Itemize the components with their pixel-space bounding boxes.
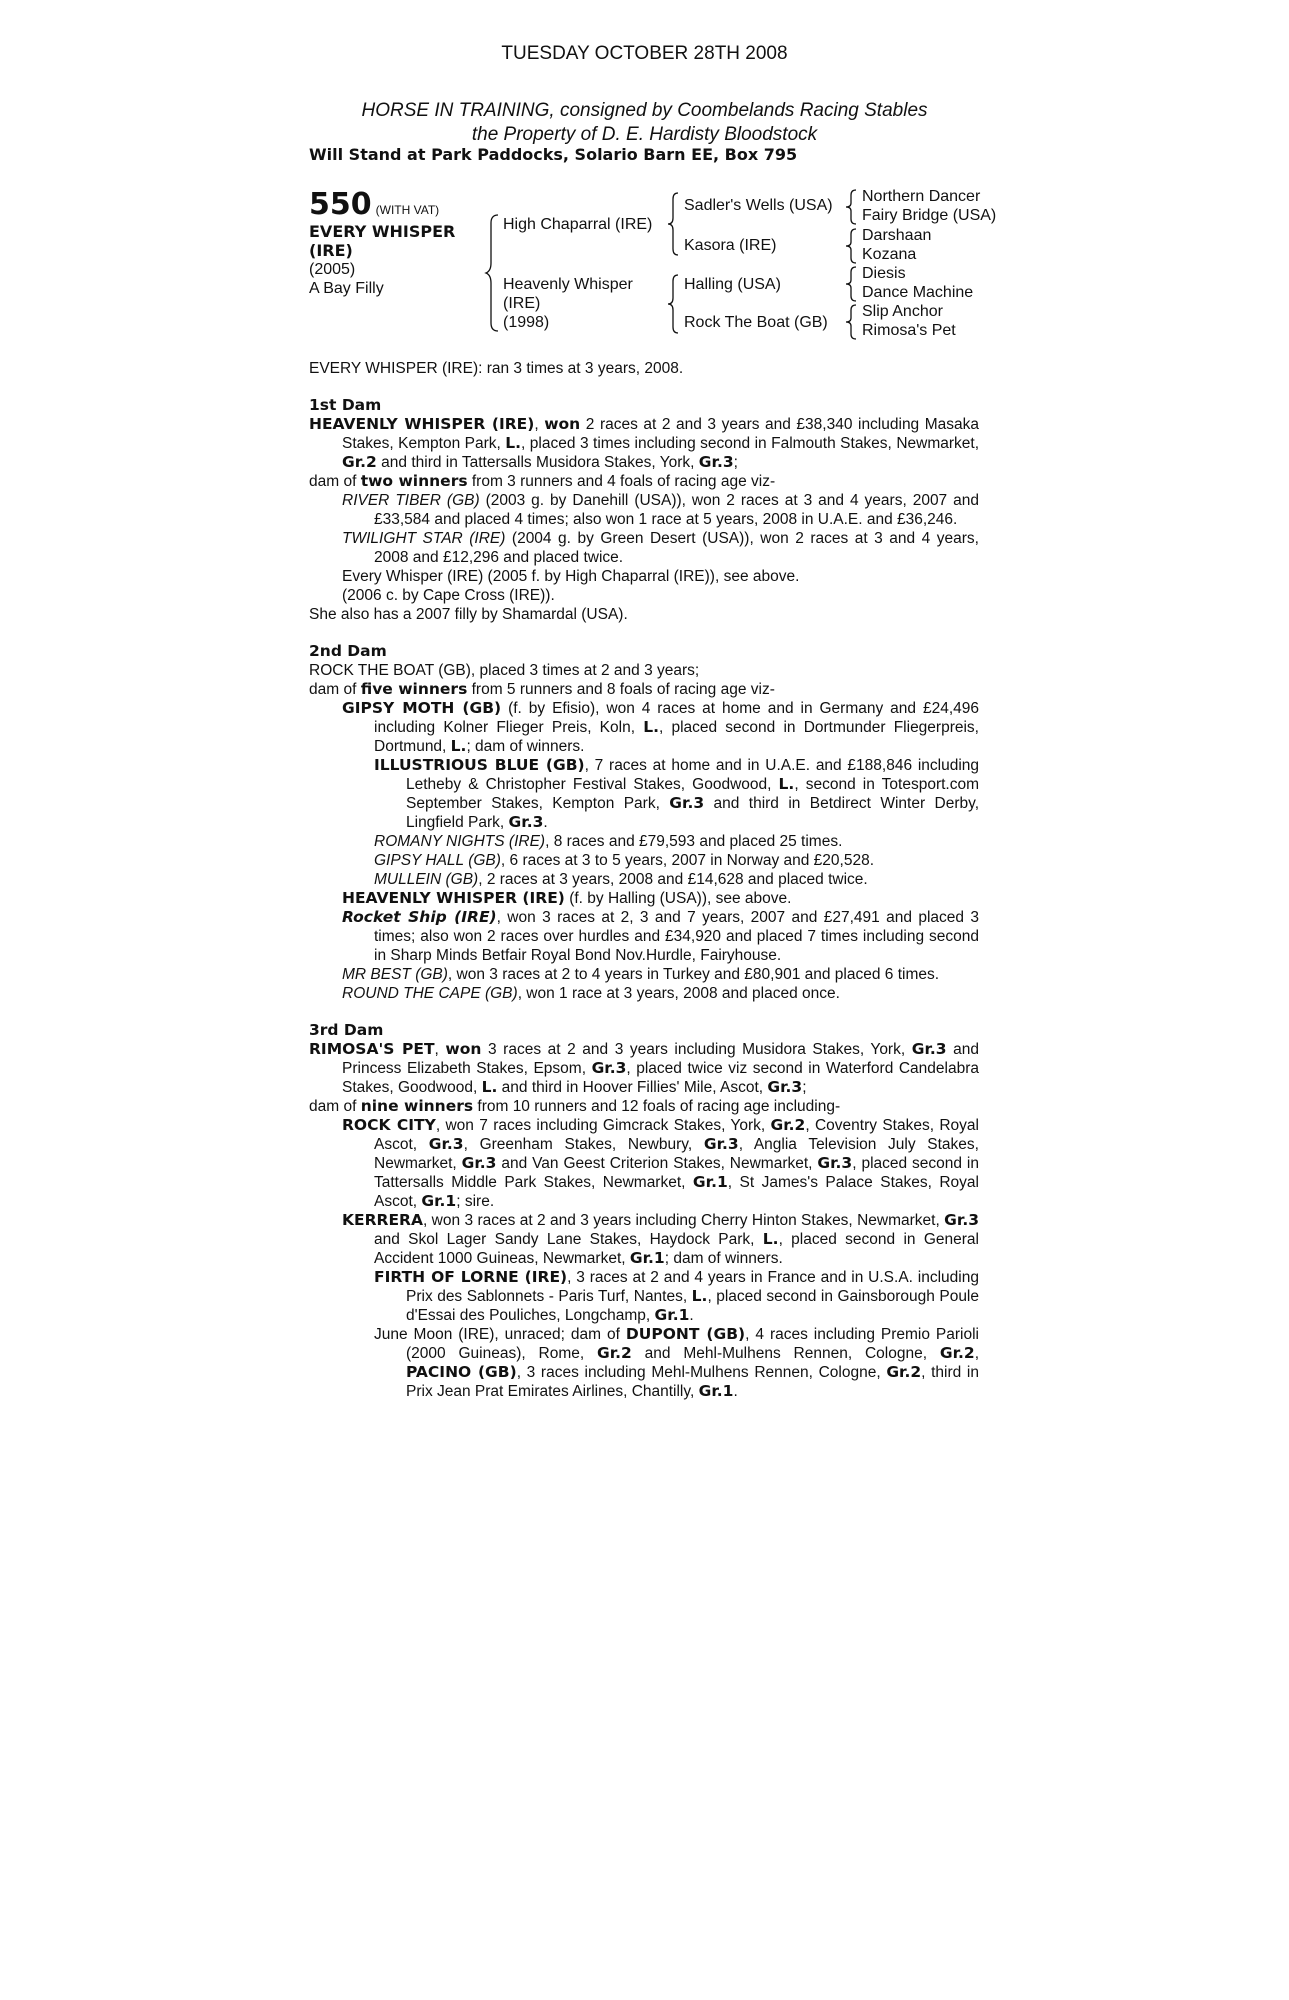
pedigree-ddd: Rimosa's Pet [862, 322, 956, 339]
first-dam-also: She also has a 2007 filly by Shamardal (USA). [309, 606, 628, 623]
produce-twilight-star: TWILIGHT STAR (IRE) (2004 g. by Green Desert (USA)), won 2 races at 3 and 4 years, 2008 and £12,296 and placed twice. [342, 530, 979, 566]
produce-kerrera: KERRERA, won 3 races at 2 and 3 years including Cherry Hinton Stakes, Newmarket, Gr.3 and Skol Lager Sandy Lane Stakes, Haydock Park, L., placed second in General Accident 1000 Guineas, Newmarket, Gr.1; dam of winners. [342, 1211, 979, 1267]
pedigree-brace-2b [668, 273, 680, 335]
race-summary: EVERY WHISPER (IRE): ran 3 times at 3 years, 2008. [309, 360, 684, 377]
horse-name: EVERY WHISPER [309, 222, 456, 241]
produce-firth-of-lorne: FIRTH OF LORNE (IRE), 3 races at 2 and 4 years in France and in U.S.A. including Prix des Sablonnets - Paris Turf, Nantes, L., placed second in Gainsborough Poule d'Essai des Pouliches, Longchamp, Gr.1. [374, 1268, 979, 1324]
pedigree-brace-2a [668, 191, 680, 257]
property-line: the Property of D. E. Hardisty Bloodstock [471, 124, 818, 145]
produce-2006-colt: (2006 c. by Cape Cross (IRE)). [342, 587, 555, 604]
horse-origin: (IRE) [309, 241, 353, 260]
third-dam-heading: 3rd Dam [309, 1021, 384, 1039]
pedigree-brace-3a [846, 188, 858, 226]
produce-mullein: MULLEIN (GB), 2 races at 3 years, 2008 and £14,628 and placed twice. [374, 871, 868, 888]
produce-round-the-cape: ROUND THE CAPE (GB), won 1 race at 3 years, 2008 and placed once. [342, 985, 840, 1002]
pedigree-dam-dam: Rock The Boat (GB) [684, 314, 828, 331]
first-dam-record: HEAVENLY WHISPER (IRE), won 2 races at 2 and 3 years and £38,340 including Masaka Stakes, Kempton Park, L., placed 3 times including second in Falmouth Stakes, Newmarket, Gr.2 and third in Tattersalls Musidora Stakes, York, Gr.3; [309, 415, 980, 471]
third-dam-produce-summary: dam of nine winners from 10 runners and 12 foals of racing age including- [309, 1097, 841, 1115]
produce-gipsy-hall: GIPSY HALL (GB), 6 races at 3 to 5 years, 2007 in Norway and £20,528. [374, 852, 875, 869]
second-dam-heading: 2nd Dam [309, 642, 387, 660]
foaling-year: (2005) [309, 261, 356, 278]
produce-rock-city: ROCK CITY, won 7 races including Gimcrack Stakes, York, Gr.2, Coventry Stakes, Royal Ascot, Gr.3, Greenham Stakes, Newbury, Gr.3, Anglia Television July Stakes, Newmarket, Gr.3 and Van Geest Criterion Stakes, Newmarket, Gr.3, placed second in Tattersalls Middle Park Stakes, Newmarket, Gr.1, St James's Palace Stakes, Royal Ascot, Gr.1; sire. [342, 1116, 979, 1210]
pedigree-brace-1 [486, 213, 500, 333]
pedigree-sss: Northern Dancer [862, 188, 981, 205]
pedigree-sire-dam: Kasora (IRE) [684, 237, 777, 254]
catalogue-body [309, 359, 979, 1401]
sale-date: TUESDAY OCTOBER 28TH 2008 [501, 43, 788, 64]
pedigree-sdd: Kozana [862, 246, 917, 263]
produce-every-whisper: Every Whisper (IRE) (2005 f. by High Chaparral (IRE)), see above. [342, 568, 800, 585]
consignment-line: HORSE IN TRAINING, consigned by Coombelands Racing Stables [361, 100, 928, 121]
produce-rocket-ship: Rocket Ship (IRE), won 3 races at 2, 3 and 7 years, 2007 and £27,491 and placed 3 times; also won 2 races over hurdles and £34,920 and placed 7 times including second in Sharp Minds Betfair Royal Bond Nov.Hurdle, Fairyhouse. [342, 908, 979, 964]
lot-vat: (WITH VAT) [375, 203, 440, 217]
first-dam-produce-summary: dam of two winners from 3 runners and 4 foals of racing age viz- [309, 472, 776, 490]
pedigree-dds: Slip Anchor [862, 303, 943, 320]
stand-location: Will Stand at Park Paddocks, Solario Barn EE, Box 795 [309, 145, 798, 164]
pedigree-dam: Heavenly Whisper (IRE) (1998) [503, 276, 633, 331]
pedigree-sire-sire: Sadler's Wells (USA) [684, 197, 833, 214]
produce-mr-best: MR BEST (GB), won 3 races at 2 to 4 years in Turkey and £80,901 and placed 6 times. [342, 966, 940, 983]
pedigree-brace-3d [846, 303, 858, 341]
second-dam-produce-summary: dam of five winners from 5 runners and 8 foals of racing age viz- [309, 680, 775, 698]
lot-number: 550 [309, 187, 372, 222]
pedigree-sds: Darshaan [862, 227, 932, 244]
pedigree-sire: High Chaparral (IRE) [503, 216, 653, 233]
pedigree-brace-3b [846, 227, 858, 265]
produce-river-tiber: RIVER TIBER (GB) (2003 g. by Danehill (USA)), won 2 races at 3 and 4 years, 2007 and £33,584 and placed 4 times; also won 1 race at 5 years, 2008 in U.A.E. and £36,246. [342, 492, 979, 528]
pedigree-ssd: Fairy Bridge (USA) [862, 207, 997, 224]
pedigree-brace-3c [846, 265, 858, 303]
produce-romany-nights: ROMANY NIGHTS (IRE), 8 races and £79,593 and placed 25 times. [374, 833, 843, 850]
pedigree-dam-sire: Halling (USA) [684, 276, 781, 293]
produce-illustrious-blue: ILLUSTRIOUS BLUE (GB), 7 races at home and in U.A.E. and £188,846 including Letheby & Christopher Festival Stakes, Goodwood, L., second in Totesport.com September Stakes, Kempton Park, Gr.3 and third in Betdirect Winter Derby, Lingfield Park, Gr.3. [374, 756, 980, 831]
produce-june-moon: June Moon (IRE), unraced; dam of DUPONT (GB), 4 races including Premio Parioli (2000 Guineas), Rome, Gr.2 and Mehl-Mulhens Rennen, Cologne, Gr.2, PACINO (GB), 3 races including Mehl-Mulhens Rennen, Cologne, Gr.2, third in Prix Jean Prat Emirates Airlines, Chantilly, Gr.1. [374, 1325, 979, 1400]
third-dam-record: RIMOSA'S PET, won 3 races at 2 and 3 years including Musidora Stakes, York, Gr.3 and Princess Elizabeth Stakes, Epsom, Gr.3, placed twice viz second in Waterford Candelabra Stakes, Goodwood, L. and third in Hoover Fillies' Mile, Ascot, Gr.3; [309, 1040, 979, 1096]
produce-heavenly-whisper: HEAVENLY WHISPER (IRE) (f. by Halling (USA)), see above. [342, 889, 792, 907]
pedigree-dss: Diesis [862, 265, 906, 282]
pedigree-dsd: Dance Machine [862, 284, 974, 301]
lot-info [309, 188, 469, 298]
horse-description: A Bay Filly [309, 280, 384, 297]
second-dam-record: ROCK THE BOAT (GB), placed 3 times at 2 and 3 years; [309, 662, 700, 679]
produce-gipsy-moth: GIPSY MOTH (GB) (f. by Efisio), won 4 races at home and in Germany and £24,496 including Kolner Flieger Preis, Koln, L., placed second in Dortmunder Fliegerpreis, Dortmund, L.; dam of winners. [342, 699, 979, 755]
first-dam-heading: 1st Dam [309, 396, 382, 414]
